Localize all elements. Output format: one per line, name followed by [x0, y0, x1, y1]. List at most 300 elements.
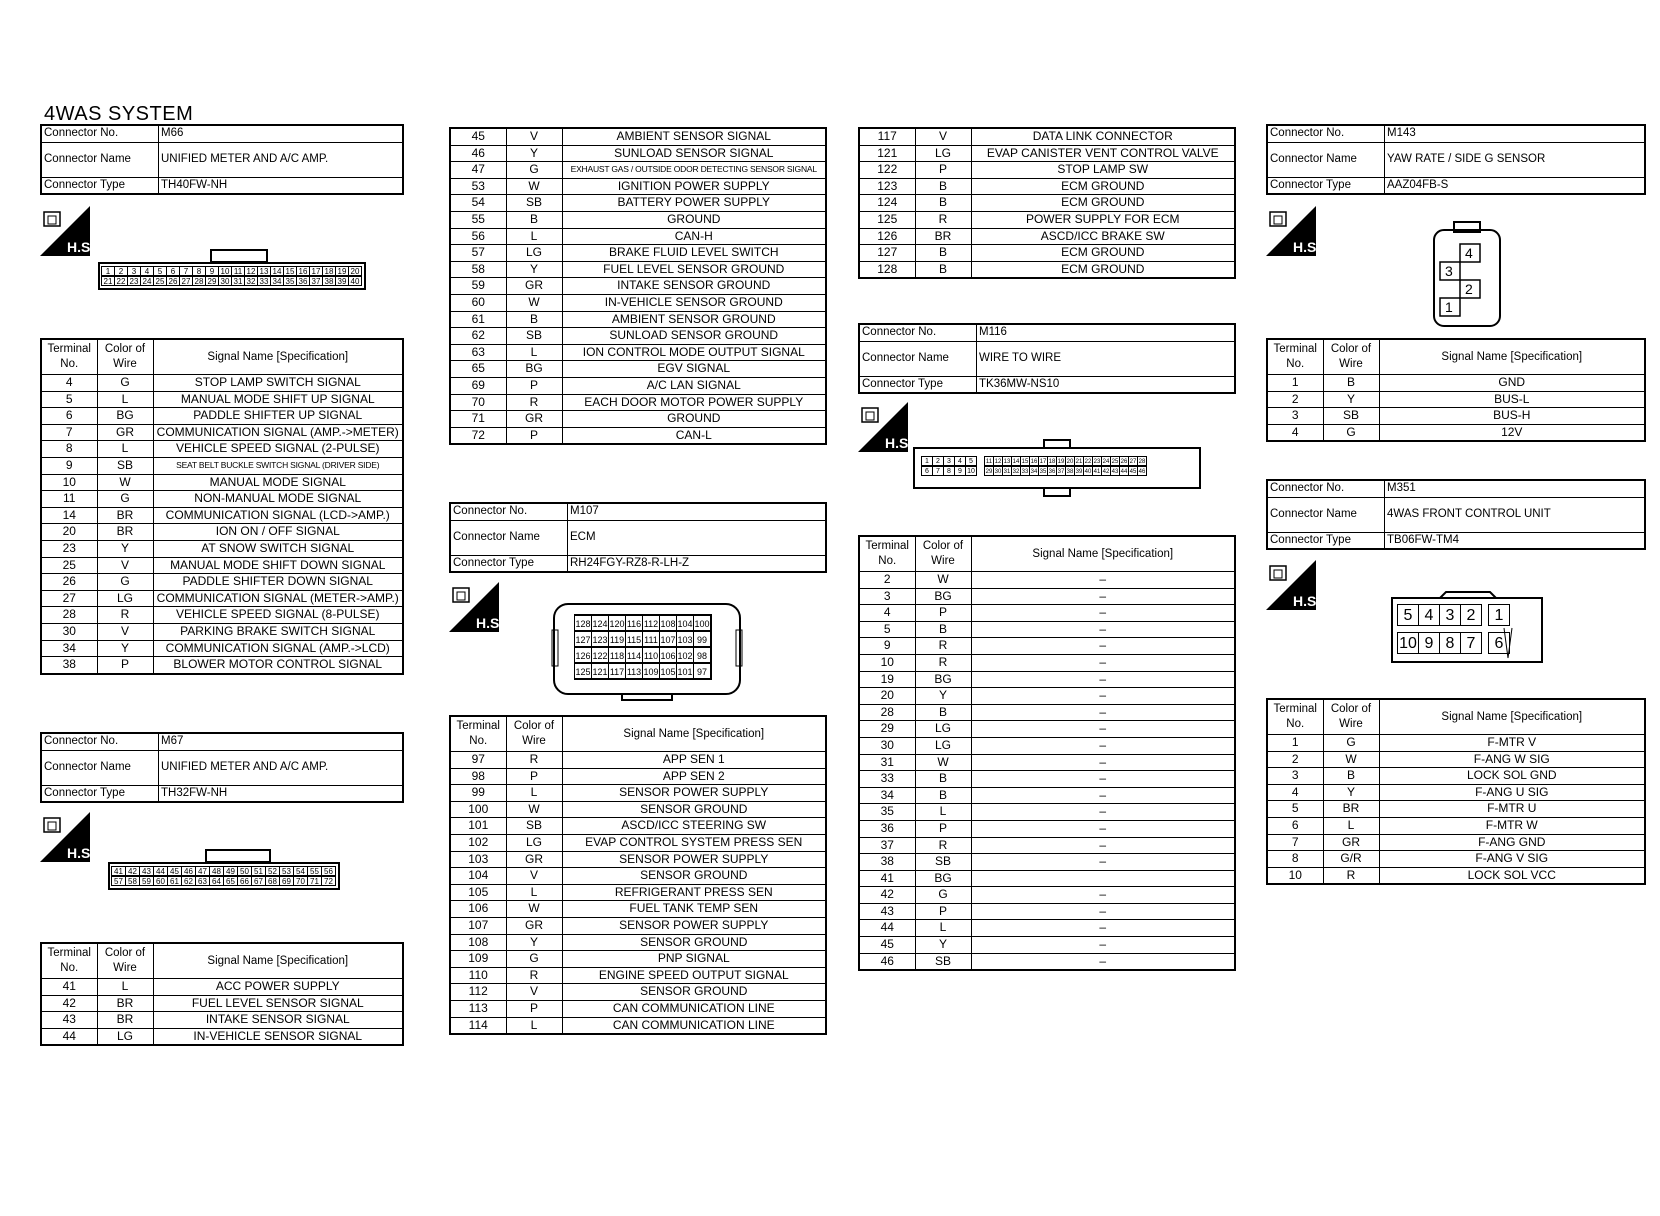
pin-label: 1 — [1445, 299, 1453, 315]
signal-name-cell: – — [971, 920, 1235, 937]
terminal-no-cell: 97 — [450, 752, 506, 769]
terminal-no-cell: 46 — [450, 145, 506, 162]
pin-label: 3 — [1445, 263, 1453, 279]
terminal-no-cell: 10 — [859, 654, 915, 671]
pin-label: 3 — [943, 456, 955, 466]
pin-label: 25 — [153, 276, 167, 286]
wire-color-cell: Y — [915, 688, 971, 705]
table-row — [859, 605, 1235, 622]
terminal-no-cell: 7 — [1267, 834, 1323, 851]
terminal-no-cell: 10 — [1267, 867, 1323, 884]
table-row — [41, 491, 403, 508]
pin-label: 32 — [244, 276, 258, 286]
pin-label: 65 — [223, 876, 238, 886]
terminal-no-cell: 117 — [859, 128, 915, 145]
pin-label: 16 — [296, 266, 310, 276]
wire-color-cell: BR — [97, 995, 153, 1012]
table-row — [41, 640, 403, 657]
wire-color-cell: SB — [506, 195, 562, 212]
signal-name-cell: – — [971, 654, 1235, 671]
connector-type-label: Connector Type — [450, 555, 568, 572]
terminal-no-cell: 110 — [450, 967, 506, 984]
pin-label: 100 — [693, 615, 711, 631]
table-row — [450, 211, 826, 228]
wire-color-cell: GR — [506, 851, 562, 868]
table-row — [859, 261, 1235, 278]
terminal-no-cell: 105 — [450, 884, 506, 901]
table-row — [859, 787, 1235, 804]
terminal-no-cell: 57 — [450, 245, 506, 262]
pin-label: 108 — [659, 615, 677, 631]
signal-name-cell: F-ANG U SIG — [1379, 784, 1645, 801]
table-row — [450, 377, 826, 394]
wire-color-cell: G/R — [1323, 851, 1379, 868]
table-row — [41, 657, 403, 674]
connector-name-label: Connector Name — [859, 341, 977, 376]
connector-name-label: Connector Name — [1267, 142, 1385, 177]
connector-name-value: UNIFIED METER AND A/C AMP. — [159, 142, 404, 177]
wire-color-cell: Y — [97, 540, 153, 557]
terminal-no-header: Terminal No. — [41, 339, 97, 375]
signal-name-cell: 12V — [1379, 424, 1645, 441]
wire-color-cell: P — [506, 377, 562, 394]
terminal-no-cell: 98 — [450, 768, 506, 785]
signal-name-cell: CAN-L — [562, 427, 826, 444]
signal-name-cell: SENSOR GROUND — [562, 801, 826, 818]
color-header: Color of Wire — [97, 943, 153, 979]
pin-label: 30 — [218, 276, 232, 286]
table-row — [41, 995, 403, 1012]
table-row — [859, 178, 1235, 195]
pin-label: 24 — [1101, 456, 1111, 466]
connector-no-label: Connector No. — [450, 503, 568, 520]
terminal-no-cell: 53 — [450, 178, 506, 195]
pin-label: 128 — [574, 615, 592, 631]
signal-name-cell: F-MTR V — [1379, 735, 1645, 752]
pin-label: 13 — [257, 266, 271, 276]
signal-name-cell: – — [971, 721, 1235, 738]
connector-info-m66 — [40, 124, 404, 195]
signal-name-cell: NON-MANUAL MODE SIGNAL — [153, 491, 403, 508]
signal-name-cell: – — [971, 787, 1235, 804]
harness-side-icon — [858, 402, 913, 452]
wire-color-cell: W — [915, 572, 971, 589]
terminal-no-cell: 31 — [859, 754, 915, 771]
terminal-no-cell: 28 — [41, 607, 97, 624]
terminal-no-cell: 41 — [41, 979, 97, 996]
pin-label: 33 — [1020, 466, 1030, 476]
wire-color-cell: W — [1323, 751, 1379, 768]
connector-name-label: Connector Name — [41, 142, 159, 177]
table-row — [859, 837, 1235, 854]
pin-label: 21 — [101, 276, 115, 286]
wire-color-cell: BR — [1323, 801, 1379, 818]
harness-side-icon — [1266, 560, 1321, 610]
table-row — [859, 211, 1235, 228]
signal-name-cell: VEHICLE SPEED SIGNAL (8-PULSE) — [153, 607, 403, 624]
pin-label: 15 — [1020, 456, 1030, 466]
wire-color-cell: SB — [506, 818, 562, 835]
wire-color-cell: R — [915, 638, 971, 655]
table-row — [41, 507, 403, 524]
pin-label: 9 — [205, 266, 219, 276]
signal-name-cell: IN-VEHICLE SENSOR SIGNAL — [153, 1028, 403, 1045]
table-row — [41, 1028, 403, 1045]
pin-label: 14 — [1011, 456, 1021, 466]
terminal-no-cell: 36 — [859, 820, 915, 837]
terminal-no-cell: 2 — [859, 572, 915, 589]
signal-name-cell: MANUAL MODE SHIFT DOWN SIGNAL — [153, 557, 403, 574]
terminal-no-cell: 113 — [450, 1000, 506, 1017]
pin-label: 47 — [195, 866, 210, 876]
pin-label: 60 — [153, 876, 168, 886]
signal-name-cell: SENSOR GROUND — [562, 984, 826, 1001]
connector-type-label: Connector Type — [1267, 177, 1385, 194]
wire-color-cell: R — [506, 394, 562, 411]
terminal-no-cell: 62 — [450, 328, 506, 345]
terminal-no-cell: 46 — [859, 953, 915, 970]
pin-label: 66 — [237, 876, 252, 886]
pin-label: 106 — [659, 647, 677, 663]
signal-name-cell: EXHAUST GAS / OUTSIDE ODOR DETECTING SENSOR SIGNAL — [562, 162, 826, 179]
terminal-no-cell: 4 — [859, 605, 915, 622]
signal-name-cell: – — [971, 854, 1235, 871]
table-row — [450, 128, 826, 145]
signal-name-cell: FUEL LEVEL SENSOR GROUND — [562, 261, 826, 278]
terminal-no-cell: 121 — [859, 145, 915, 162]
signal-name-cell: MANUAL MODE SHIFT UP SIGNAL — [153, 391, 403, 408]
wire-color-cell: Y — [915, 937, 971, 954]
wire-color-cell: P — [97, 657, 153, 674]
wire-color-cell: LG — [915, 145, 971, 162]
pin-label: 29 — [205, 276, 219, 286]
wire-color-cell: LG — [506, 834, 562, 851]
signal-name-cell: BRAKE FLUID LEVEL SWITCH — [562, 245, 826, 262]
pin-label: 27 — [1128, 456, 1138, 466]
pin-label: 40 — [348, 276, 362, 286]
table-row — [859, 754, 1235, 771]
pin-label: 22 — [114, 276, 128, 286]
wire-color-cell: B — [506, 211, 562, 228]
pin-label: 43 — [1110, 466, 1120, 476]
signal-name-cell: SUNLOAD SENSOR SIGNAL — [562, 145, 826, 162]
pin-label: 59 — [139, 876, 154, 886]
pin-label: 98 — [693, 647, 711, 663]
table-row — [859, 854, 1235, 871]
wire-color-cell: B — [915, 771, 971, 788]
table-row — [450, 818, 826, 835]
wire-color-cell: V — [506, 868, 562, 885]
pin-label: 71 — [307, 876, 322, 886]
connector-name-value: 4WAS FRONT CONTROL UNIT — [1385, 497, 1646, 532]
wire-color-cell: LG — [506, 245, 562, 262]
table-row — [450, 1000, 826, 1017]
signal-name-cell: EGV SIGNAL — [562, 361, 826, 378]
pin-label: 119 — [608, 631, 626, 647]
signal-name-cell: COMMUNICATION SIGNAL (AMP.->METER) — [153, 424, 403, 441]
wire-color-cell: G — [915, 887, 971, 904]
signal-name-cell: EVAP CONTROL SYSTEM PRESS SEN — [562, 834, 826, 851]
pin-label: 127 — [574, 631, 592, 647]
pin-label: 14 — [270, 266, 284, 276]
connector-info-m351 — [1266, 479, 1646, 550]
table-row — [859, 195, 1235, 212]
signal-name-cell: SENSOR POWER SUPPLY — [562, 917, 826, 934]
wire-color-cell: B — [915, 787, 971, 804]
pin-label: 2 — [932, 456, 944, 466]
pin-label: 43 — [139, 866, 154, 876]
terminal-no-cell: 107 — [450, 917, 506, 934]
pin-label: 45 — [167, 866, 182, 876]
table-row — [450, 801, 826, 818]
pin-label: 4 — [954, 456, 966, 466]
wire-color-cell: P — [506, 768, 562, 785]
page-title: 4WAS SYSTEM — [44, 103, 194, 125]
terminal-no-cell: 104 — [450, 868, 506, 885]
signal-name-cell: STOP LAMP SW — [971, 162, 1235, 179]
table-row — [450, 967, 826, 984]
svg-text:H.S.: H.S. — [885, 435, 913, 451]
wire-color-cell: G — [1323, 424, 1379, 441]
pin-label: 29 — [984, 466, 994, 476]
terminal-table-m107-continued — [858, 127, 1236, 279]
signal-name-cell: FUEL LEVEL SENSOR SIGNAL — [153, 995, 403, 1012]
table-row — [859, 887, 1235, 904]
terminal-no-cell: 20 — [41, 524, 97, 541]
connector-name-value: YAW RATE / SIDE G SENSOR — [1385, 142, 1646, 177]
terminal-no-cell: 63 — [450, 344, 506, 361]
terminal-no-cell: 19 — [859, 671, 915, 688]
wire-color-cell: B — [506, 311, 562, 328]
wire-color-cell: L — [506, 785, 562, 802]
pin-label: 61 — [167, 876, 182, 886]
table-row — [450, 851, 826, 868]
table-row — [450, 361, 826, 378]
terminal-no-cell: 44 — [41, 1028, 97, 1045]
pin-label: 104 — [676, 615, 694, 631]
pin-label: 114 — [625, 647, 643, 663]
pin-label: 12 — [993, 456, 1003, 466]
signal-name-cell: F-ANG W SIG — [1379, 751, 1645, 768]
table-row — [41, 441, 403, 458]
wire-color-cell: R — [915, 837, 971, 854]
pin-label: 48 — [209, 866, 224, 876]
table-row — [41, 607, 403, 624]
signal-name-cell: BATTERY POWER SUPPLY — [562, 195, 826, 212]
pin-label: 52 — [265, 866, 280, 876]
signal-name-cell: REFRIGERANT PRESS SEN — [562, 884, 826, 901]
connector-face-m143 — [1432, 220, 1502, 328]
svg-text:H.S.: H.S. — [67, 845, 95, 861]
signal-name-cell: CAN-H — [562, 228, 826, 245]
wire-color-cell: B — [915, 195, 971, 212]
pin-label: 34 — [270, 276, 284, 286]
wire-color-cell: P — [506, 1000, 562, 1017]
signal-name-cell: CAN COMMUNICATION LINE — [562, 1000, 826, 1017]
terminal-no-cell: 99 — [450, 785, 506, 802]
terminal-no-cell: 5 — [41, 391, 97, 408]
table-row — [450, 951, 826, 968]
harness-side-icon — [40, 206, 95, 256]
wire-color-cell: R — [915, 211, 971, 228]
pin-label: 109 — [642, 663, 660, 679]
signal-header: Signal Name [Specification] — [153, 943, 403, 979]
signal-name-cell: GROUND — [562, 411, 826, 428]
terminal-no-cell: 41 — [859, 870, 915, 887]
terminal-no-cell: 10 — [41, 474, 97, 491]
pin-label: 99 — [693, 631, 711, 647]
pin-label: 35 — [283, 276, 297, 286]
signal-name-cell: AT SNOW SWITCH SIGNAL — [153, 540, 403, 557]
signal-name-cell: PADDLE SHIFTER UP SIGNAL — [153, 408, 403, 425]
pin-label: 101 — [676, 663, 694, 679]
terminal-no-cell: 6 — [41, 408, 97, 425]
pin-label: 38 — [1065, 466, 1075, 476]
wire-color-cell: BR — [97, 1012, 153, 1029]
pin-label: 124 — [591, 615, 609, 631]
pin-label: 7 — [179, 266, 193, 276]
terminal-no-cell: 30 — [41, 623, 97, 640]
pin-label: 36 — [1047, 466, 1057, 476]
wire-color-cell: BG — [915, 588, 971, 605]
terminal-no-cell: 71 — [450, 411, 506, 428]
terminal-no-cell: 1 — [1267, 375, 1323, 392]
terminal-table-m107 — [449, 715, 827, 1035]
pin-label: 103 — [676, 631, 694, 647]
signal-name-cell: LOCK SOL GND — [1379, 768, 1645, 785]
wire-color-cell: Y — [1323, 391, 1379, 408]
terminal-no-cell: 27 — [41, 590, 97, 607]
signal-name-cell: POWER SUPPLY FOR ECM — [971, 211, 1235, 228]
pin-label: 121 — [591, 663, 609, 679]
table-row — [450, 785, 826, 802]
table-row — [450, 834, 826, 851]
signal-name-cell: – — [971, 754, 1235, 771]
terminal-no-cell: 55 — [450, 211, 506, 228]
terminal-no-cell: 2 — [1267, 391, 1323, 408]
terminal-no-cell: 61 — [450, 311, 506, 328]
pin-label: 40 — [1083, 466, 1093, 476]
signal-name-cell: MANUAL MODE SIGNAL — [153, 474, 403, 491]
pin-label: 54 — [293, 866, 308, 876]
connector-type-value: TK36MW-NS10 — [977, 376, 1236, 393]
signal-name-cell: – — [971, 903, 1235, 920]
pin-label: 37 — [1056, 466, 1066, 476]
signal-name-cell: BUS-H — [1379, 408, 1645, 425]
table-row — [450, 294, 826, 311]
connector-info-m116 — [858, 323, 1236, 394]
signal-name-cell: – — [971, 887, 1235, 904]
signal-name-cell: – — [971, 671, 1235, 688]
connector-no-value: M143 — [1385, 125, 1646, 142]
wire-color-cell: L — [506, 344, 562, 361]
signal-name-cell: – — [971, 704, 1235, 721]
wire-color-cell: G — [1323, 735, 1379, 752]
connector-no-label: Connector No. — [1267, 480, 1385, 497]
wire-color-cell: R — [506, 752, 562, 769]
connector-no-value: M66 — [159, 125, 404, 142]
terminal-no-header: Terminal No. — [41, 943, 97, 979]
signal-name-cell: GROUND — [562, 211, 826, 228]
table-row — [450, 278, 826, 295]
terminal-no-cell: 47 — [450, 162, 506, 179]
pin-label: 42 — [125, 866, 140, 876]
terminal-no-cell: 124 — [859, 195, 915, 212]
connector-name-label: Connector Name — [41, 750, 159, 785]
wire-color-cell: B — [915, 261, 971, 278]
connector-no-value: M67 — [159, 733, 404, 750]
table-row — [859, 820, 1235, 837]
table-row — [1267, 408, 1645, 425]
table-row — [1267, 784, 1645, 801]
pin-label: 18 — [1047, 456, 1057, 466]
connector-type-label: Connector Type — [1267, 532, 1385, 549]
pin-label: 50 — [237, 866, 252, 876]
terminal-table-m351 — [1266, 698, 1646, 885]
table-row — [1267, 751, 1645, 768]
connector-info-m67 — [40, 732, 404, 803]
table-row — [41, 424, 403, 441]
connector-type-label: Connector Type — [41, 785, 159, 802]
color-header: Color of Wire — [1323, 339, 1379, 375]
table-row — [1267, 391, 1645, 408]
signal-header: Signal Name [Specification] — [971, 536, 1235, 572]
terminal-no-cell: 102 — [450, 834, 506, 851]
table-row — [1267, 801, 1645, 818]
signal-name-cell: IGNITION POWER SUPPLY — [562, 178, 826, 195]
color-header: Color of Wire — [1323, 699, 1379, 735]
pin-label: 125 — [574, 663, 592, 679]
terminal-no-cell: 101 — [450, 818, 506, 835]
pin-label: 10 — [218, 266, 232, 276]
wire-color-cell: GR — [1323, 834, 1379, 851]
signal-name-cell: – — [971, 837, 1235, 854]
pin-label: 38 — [322, 276, 336, 286]
pin-label: 51 — [251, 866, 266, 876]
wire-color-cell: LG — [915, 737, 971, 754]
signal-name-cell: AMBIENT SENSOR GROUND — [562, 311, 826, 328]
terminal-no-cell: 108 — [450, 934, 506, 951]
pin-label: 27 — [179, 276, 193, 286]
table-row — [450, 901, 826, 918]
signal-name-cell: ION CONTROL MODE OUTPUT SIGNAL — [562, 344, 826, 361]
connector-face-m351 — [1390, 592, 1544, 664]
pin-label: 107 — [659, 631, 677, 647]
wire-color-cell: GR — [506, 917, 562, 934]
color-header: Color of Wire — [506, 716, 562, 752]
table-row — [859, 953, 1235, 970]
wire-color-cell: W — [506, 294, 562, 311]
pin-label: 31 — [1002, 466, 1012, 476]
pin-label: 19 — [335, 266, 349, 276]
pin-label: 42 — [1101, 466, 1111, 476]
table-row — [859, 245, 1235, 262]
connector-face-m107 — [552, 600, 742, 700]
wire-color-cell: W — [506, 178, 562, 195]
wire-color-cell: G — [97, 375, 153, 392]
signal-name-cell: F-MTR U — [1379, 801, 1645, 818]
table-row — [450, 411, 826, 428]
connector-no-label: Connector No. — [41, 733, 159, 750]
pin-label: 122 — [591, 647, 609, 663]
pin-label: 57 — [111, 876, 126, 886]
connector-type-value: TH32FW-NH — [159, 785, 404, 802]
table-row — [859, 572, 1235, 589]
terminal-table-m66 — [40, 338, 404, 675]
pin-label: 116 — [625, 615, 643, 631]
terminal-no-cell: 23 — [41, 540, 97, 557]
pin-label: 49 — [223, 866, 238, 876]
